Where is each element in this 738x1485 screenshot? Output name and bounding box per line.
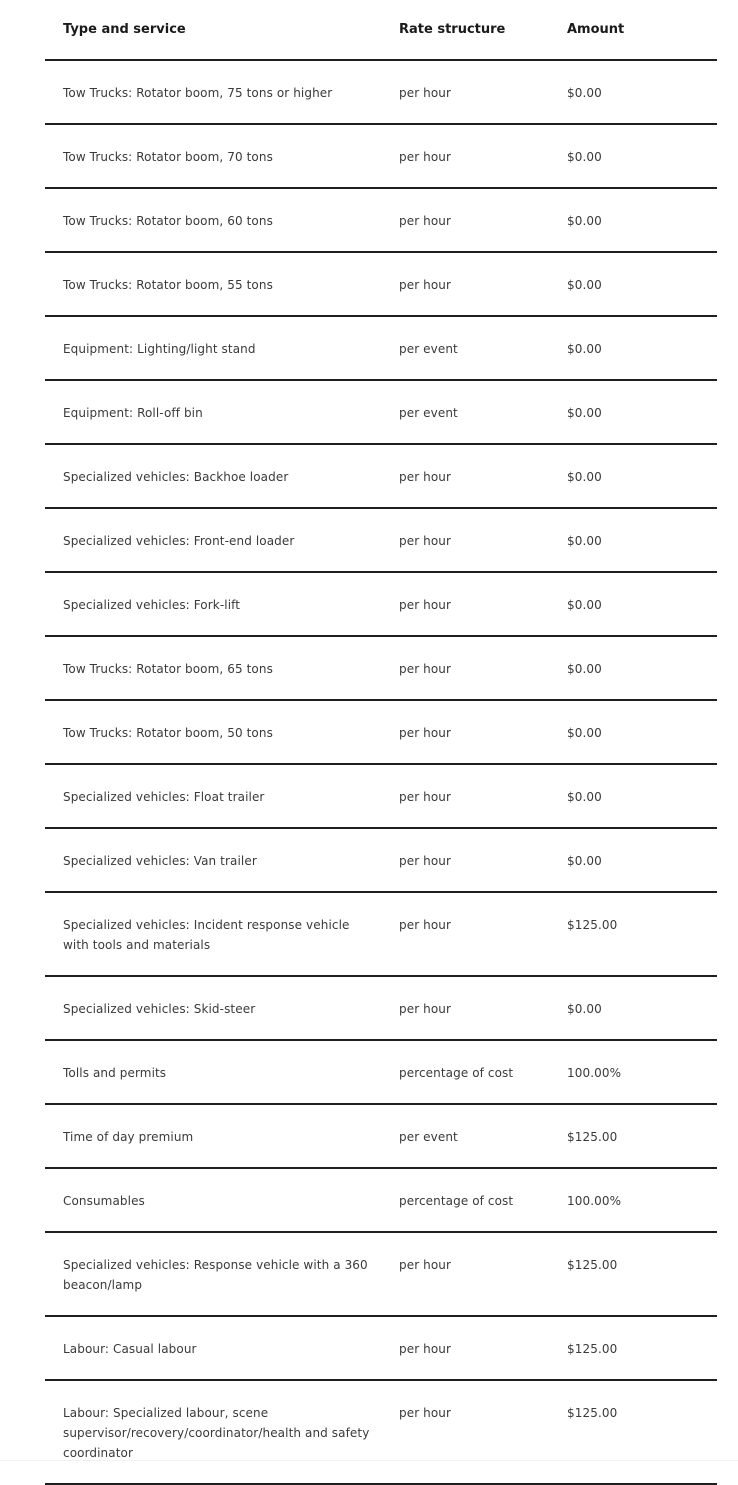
cell-type-and-service: Tow Trucks: Rotator boom, 60 tons — [45, 188, 399, 252]
cell-rate-structure: per hour — [399, 124, 567, 188]
cell-type-and-service: Specialized vehicles: Response vehicle with a 360 beacon/lamp — [45, 1232, 399, 1316]
cell-amount: $0.00 — [567, 444, 717, 508]
cell-type-and-service: Equipment: Roll-off bin — [45, 380, 399, 444]
rates-table — [45, 0, 717, 1485]
table-row — [45, 700, 717, 764]
cell-rate-structure: per hour — [399, 764, 567, 828]
table-row — [45, 124, 717, 188]
cell-rate-structure: per hour — [399, 188, 567, 252]
cell-amount: $0.00 — [567, 124, 717, 188]
cell-amount: $0.00 — [567, 828, 717, 892]
cell-rate-structure: percentage of cost — [399, 1168, 567, 1232]
cell-rate-structure: per hour — [399, 1380, 567, 1484]
cell-amount: $0.00 — [567, 700, 717, 764]
cell-amount: $0.00 — [567, 572, 717, 636]
rates-table-container — [45, 0, 717, 1485]
cell-type-and-service: Labour: Casual labour — [45, 1316, 399, 1380]
cell-rate-structure: per hour — [399, 828, 567, 892]
cell-rate-structure: per hour — [399, 1232, 567, 1316]
cell-rate-structure: per hour — [399, 572, 567, 636]
table-row — [45, 60, 717, 124]
cell-rate-structure: per hour — [399, 976, 567, 1040]
cell-amount: $125.00 — [567, 1380, 717, 1484]
cell-amount: 100.00% — [567, 1168, 717, 1232]
cell-type-and-service: Labour: Specialized labour, scene supervisor/recovery/coordinator/health and safety coordinator — [45, 1380, 399, 1484]
cell-rate-structure: per event — [399, 1104, 567, 1168]
cell-type-and-service: Tow Trucks: Rotator boom, 75 tons or higher — [45, 60, 399, 124]
cell-rate-structure: per event — [399, 316, 567, 380]
table-row — [45, 380, 717, 444]
cell-amount: $125.00 — [567, 1104, 717, 1168]
table-row — [45, 1040, 717, 1104]
cell-amount: 100.00% — [567, 1040, 717, 1104]
cell-rate-structure: per hour — [399, 892, 567, 976]
table-header — [45, 0, 717, 60]
table-row — [45, 252, 717, 316]
table-row — [45, 572, 717, 636]
cell-amount: $125.00 — [567, 1232, 717, 1316]
cell-rate-structure: per hour — [399, 444, 567, 508]
column-header-type-and-service: Type and service — [45, 0, 399, 60]
cell-amount: $0.00 — [567, 252, 717, 316]
table-row — [45, 316, 717, 380]
table-row — [45, 892, 717, 976]
cell-type-and-service: Tow Trucks: Rotator boom, 50 tons — [45, 700, 399, 764]
cell-type-and-service: Tow Trucks: Rotator boom, 65 tons — [45, 636, 399, 700]
cell-amount: $0.00 — [567, 636, 717, 700]
cell-type-and-service: Specialized vehicles: Skid-steer — [45, 976, 399, 1040]
table-row — [45, 976, 717, 1040]
cell-rate-structure: per hour — [399, 636, 567, 700]
table-row — [45, 1168, 717, 1232]
column-header-rate-structure: Rate structure — [399, 0, 567, 60]
cell-type-and-service: Tow Trucks: Rotator boom, 55 tons — [45, 252, 399, 316]
table-row — [45, 828, 717, 892]
cell-type-and-service: Equipment: Lighting/light stand — [45, 316, 399, 380]
page-bottom-edge — [0, 1460, 738, 1481]
cell-type-and-service: Specialized vehicles: Float trailer — [45, 764, 399, 828]
cell-type-and-service: Consumables — [45, 1168, 399, 1232]
table-row — [45, 1232, 717, 1316]
table-row — [45, 444, 717, 508]
cell-amount: $125.00 — [567, 1316, 717, 1380]
cell-type-and-service: Tow Trucks: Rotator boom, 70 tons — [45, 124, 399, 188]
cell-amount: $125.00 — [567, 892, 717, 976]
cell-type-and-service: Specialized vehicles: Van trailer — [45, 828, 399, 892]
cell-rate-structure: per hour — [399, 1316, 567, 1380]
cell-type-and-service: Specialized vehicles: Front-end loader — [45, 508, 399, 572]
cell-type-and-service: Time of day premium — [45, 1104, 399, 1168]
cell-amount: $0.00 — [567, 188, 717, 252]
table-row — [45, 764, 717, 828]
cell-type-and-service: Specialized vehicles: Fork-lift — [45, 572, 399, 636]
header-row — [45, 0, 717, 60]
cell-type-and-service: Specialized vehicles: Incident response vehicle with tools and materials — [45, 892, 399, 976]
cell-rate-structure: per hour — [399, 252, 567, 316]
cell-type-and-service: Specialized vehicles: Backhoe loader — [45, 444, 399, 508]
cell-amount: $0.00 — [567, 380, 717, 444]
cell-amount: $0.00 — [567, 316, 717, 380]
cell-amount: $0.00 — [567, 976, 717, 1040]
table-row — [45, 636, 717, 700]
table-row — [45, 188, 717, 252]
cell-rate-structure: per event — [399, 380, 567, 444]
cell-rate-structure: per hour — [399, 60, 567, 124]
column-header-amount: Amount — [567, 0, 717, 60]
cell-rate-structure: per hour — [399, 508, 567, 572]
table-body — [45, 60, 717, 1484]
cell-rate-structure: percentage of cost — [399, 1040, 567, 1104]
cell-rate-structure: per hour — [399, 700, 567, 764]
cell-amount: $0.00 — [567, 60, 717, 124]
table-row — [45, 1316, 717, 1380]
cell-amount: $0.00 — [567, 764, 717, 828]
cell-type-and-service: Tolls and permits — [45, 1040, 399, 1104]
cell-amount: $0.00 — [567, 508, 717, 572]
table-row — [45, 508, 717, 572]
table-row — [45, 1104, 717, 1168]
